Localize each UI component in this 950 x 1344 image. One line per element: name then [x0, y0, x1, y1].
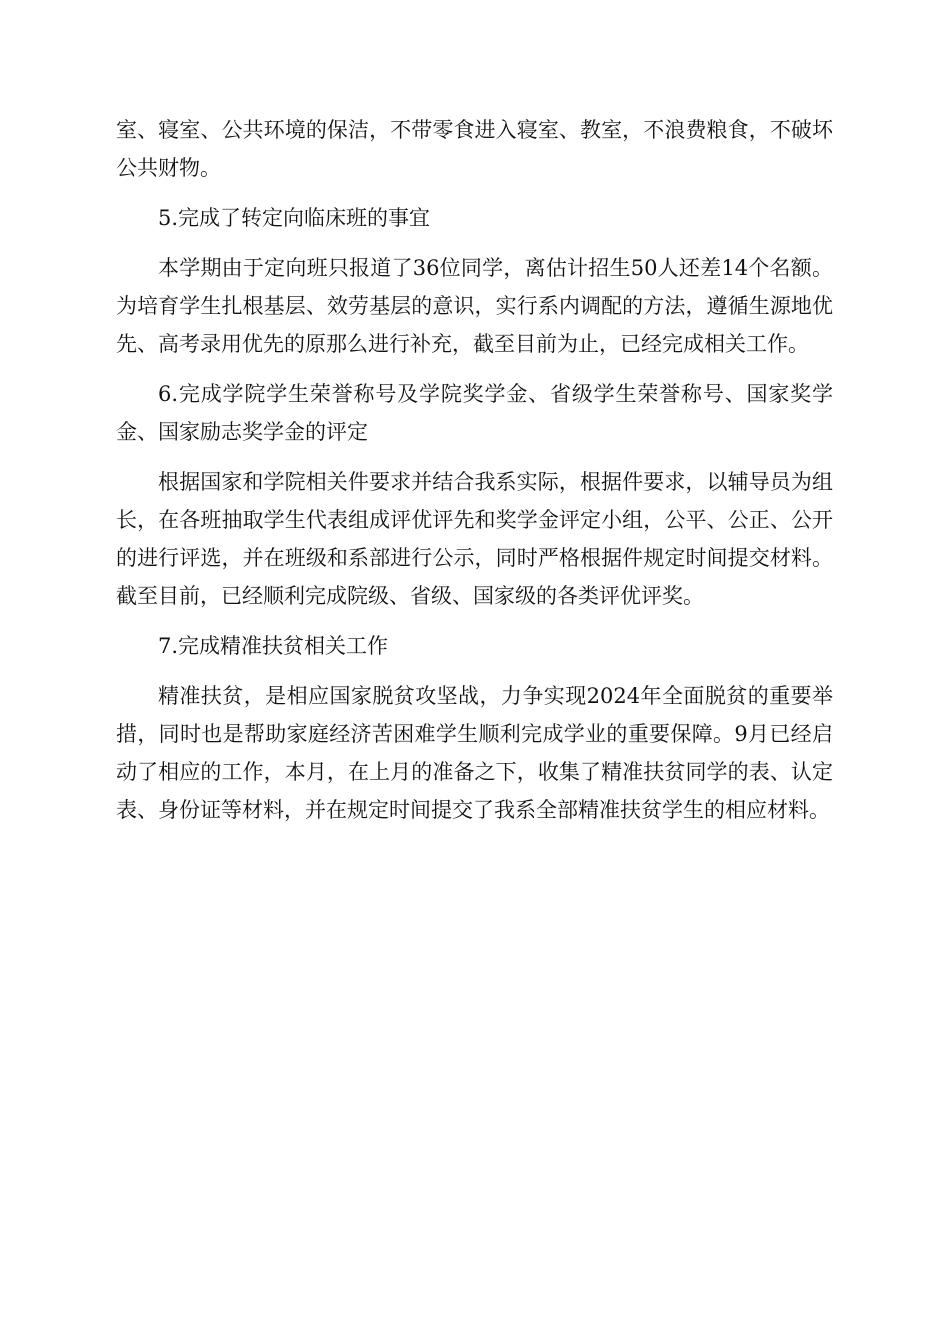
- section-heading-6: 6.完成学院学生荣誉称号及学院奖学金、省级学生荣誉称号、国家奖学金、国家励志奖学金的评定: [116, 382, 833, 444]
- paragraph-continued: 室、寝室、公共环境的保洁，不带零食进入寝室、教室，不浪费粮食，不破坏公共财物。: [116, 118, 833, 180]
- paragraph-7: 精准扶贫，是相应国家脱贫攻坚战，力争实现2024年全面脱贫的重要举措，同时也是帮助家庭经济苦困难学生顺利完成学业的重要保障。9月已经启动了相应的工作，本月，在上月的准备之下，收集了精准扶贫同学的表、认定表、身份证等材料，并在规定时间提交了我系全部精准扶贫学生的相应材料。: [116, 684, 833, 822]
- section-heading-7: 7.完成精准扶贫相关工作: [158, 634, 389, 658]
- paragraph-5: 本学期由于定向班只报道了36位同学，离估计招生50人还差14个名额。为培育学生扎根基层、效劳基层的意识，实行系内调配的方法，遵循生源地优先、高考录用优先的原那么进行补充，截至目前为止，已经完成相关工作。: [116, 256, 833, 356]
- paragraph-6: 根据国家和学院相关件要求并结合我系实际，根据件要求，以辅导员为组长，在各班抽取学生代表组成评优评先和奖学金评定小组，公平、公正、公开的进行评选，并在班级和系部进行公示，同时严格根据件规定时间提交材料。截至目前，已经顺利完成院级、省级、国家级的各类评优评奖。: [116, 470, 833, 608]
- section-heading-5: 5.完成了转定向临床班的事宜: [158, 206, 431, 230]
- document-body: [116, 111, 833, 841]
